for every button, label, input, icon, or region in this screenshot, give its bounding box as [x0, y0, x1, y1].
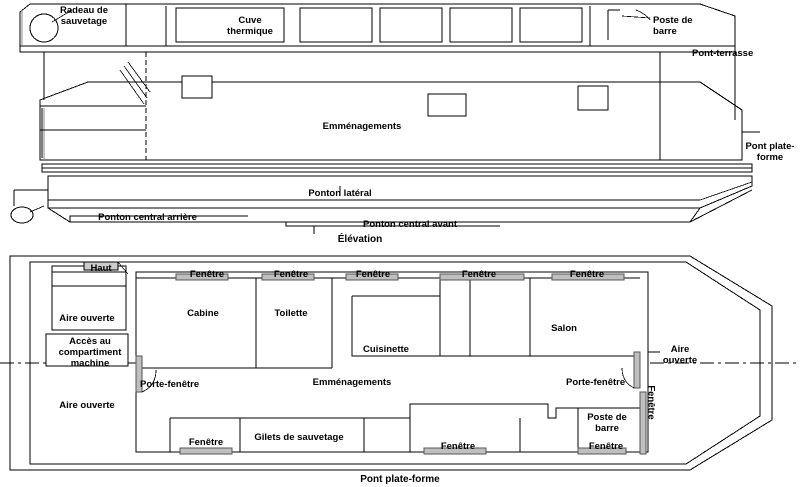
- label-cabine: Cabine: [187, 308, 219, 319]
- label-fenetre-2: Fenêtre: [273, 269, 309, 280]
- label-fenetre-5: Fenêtre: [569, 269, 605, 280]
- label-fenetre-3: Fenêtre: [355, 269, 391, 280]
- label-poste-de-barre-plan: Poste de barre: [587, 412, 627, 434]
- caption-pont-plate-forme: Pont plate-forme: [360, 474, 440, 485]
- label-fenetre-6: Fenêtre: [188, 437, 224, 448]
- label-cuve-thermique: Cuve thermique: [227, 15, 273, 37]
- label-pont-terrasse: Pont-terrasse: [692, 48, 754, 59]
- label-fenetre-4: Fenêtre: [461, 269, 497, 280]
- label-fenetre-9: Fenêtre: [588, 441, 624, 452]
- label-fenetre-8: Fenêtre: [645, 385, 657, 420]
- caption-elevation: Élévation: [337, 234, 383, 245]
- label-ponton-central-avant: Ponton central avant: [363, 219, 457, 230]
- label-gilets-de-sauvetage: Gilets de sauvetage: [254, 432, 344, 443]
- label-haut: Haut: [90, 263, 112, 274]
- label-toilette: Toilette: [274, 308, 308, 319]
- label-salon: Salon: [551, 323, 577, 334]
- label-porte-fenetre-2: Porte-fenêtre: [566, 377, 626, 388]
- label-aire-ouverte-arriere-haut: Aire ouverte: [59, 313, 115, 324]
- label-radeau-de-sauvetage: Radeau de sauvetage: [59, 5, 109, 27]
- label-emmenagements-plan: Emménagements: [312, 377, 392, 388]
- label-aire-ouverte-avant: Aire ouverte: [662, 344, 698, 366]
- label-ponton-central-arriere: Ponton central arrière: [98, 212, 197, 223]
- label-emmenagements-elevation: Emménagements: [322, 121, 402, 132]
- label-ponton-lateral: Ponton latéral: [308, 188, 372, 199]
- label-aire-ouverte-arriere-bas: Aire ouverte: [59, 400, 115, 411]
- label-acces-compartiment-machine: Accès au compartiment machine: [58, 336, 122, 369]
- label-pont-plate-forme-elevation: Pont plate-forme: [745, 141, 795, 163]
- label-fenetre-7: Fenêtre: [440, 441, 476, 452]
- label-porte-fenetre-1: Porte-fenêtre: [140, 379, 200, 390]
- label-poste-de-barre: Poste de barre: [653, 15, 693, 37]
- label-cuisinette: Cuisinette: [363, 344, 409, 355]
- label-fenetre-1: Fenêtre: [189, 269, 225, 280]
